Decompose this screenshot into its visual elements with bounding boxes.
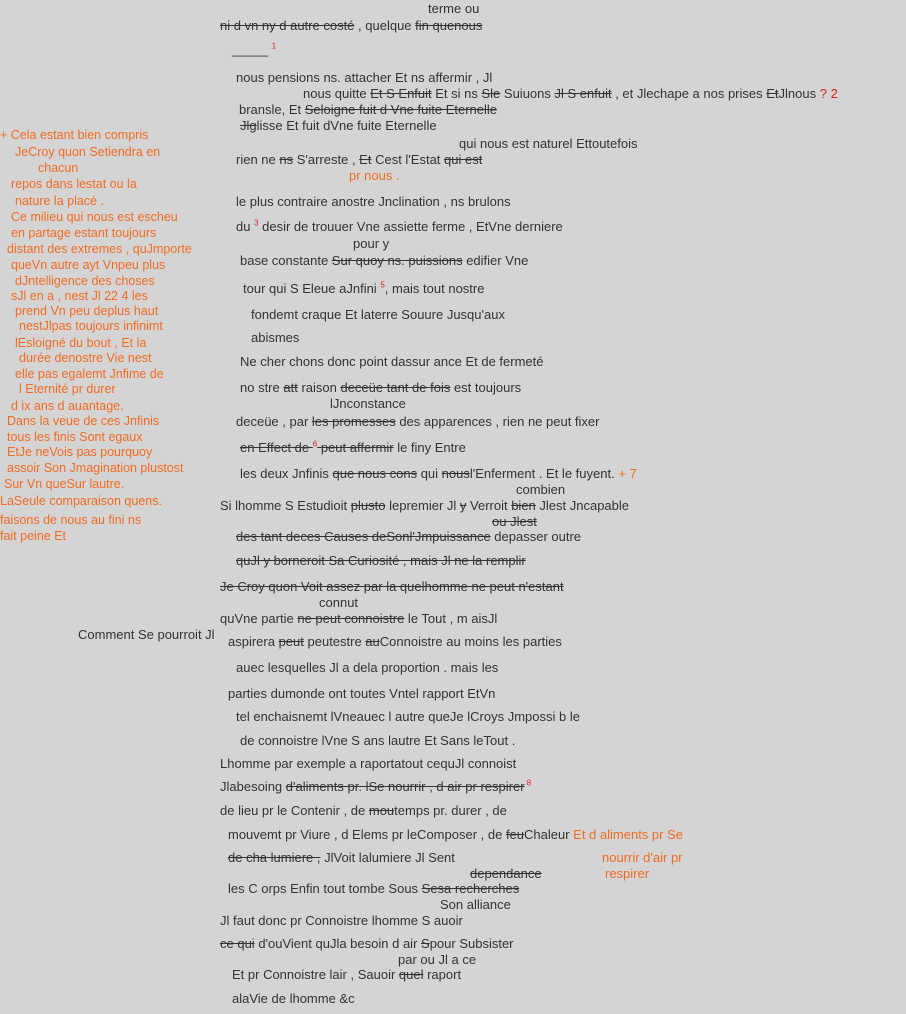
margin-line: tous les finis Sont egaux xyxy=(7,430,143,444)
footnote-ref: 1 xyxy=(271,41,277,51)
text-line: fondemt craque Et laterre Souure Jusqu'aux xyxy=(251,307,505,322)
text-line: ce qui d'ouVient quJla besoin d air Spour Subsister xyxy=(220,936,514,951)
margin-line: sJl en a , nest Jl 22 4 les xyxy=(11,289,148,303)
text-line: ou Jlest xyxy=(492,514,537,529)
text-line: qui nous est naturel Ettoutefois xyxy=(459,136,638,151)
text-line: pour y xyxy=(353,236,390,251)
margin-line: durée denostre Vie nest xyxy=(19,351,152,365)
margin-line: nestJlpas toujours infinimt xyxy=(19,319,163,333)
text-line: du $^3$ desir de trouuer Vne assiette ferme , EtVne derniere xyxy=(236,218,563,234)
text-line: dependance xyxy=(470,866,542,881)
text-line: Ne cher chons donc point dassur ance Et de fermeté xyxy=(240,354,544,369)
margin-line: dJntelligence des choses xyxy=(15,274,155,288)
margin-line: elle pas egalemt Jnfime de xyxy=(15,367,164,381)
text-line: le plus contraire anostre Jnclination , ns brulons xyxy=(236,194,511,209)
footnote-ref: 3 xyxy=(254,218,259,228)
text-line: nous pensions ns. attacher Et ns affermir , Jl xyxy=(236,70,493,85)
text-line: base constante Sur quoy ns. puissions edifier Vne xyxy=(240,253,529,268)
margin-line: Dans la veue de ces Jnfinis xyxy=(7,414,160,428)
text-line: nourrir d'air pr xyxy=(602,850,683,865)
text-line: abismes xyxy=(251,330,300,345)
margin-line: EtJe neVois pas pourquoy xyxy=(7,445,153,459)
margin-line: JeCroy quon Setiendra en xyxy=(15,145,161,159)
text-line: aspirera peut peutestre auConnoistre au moins les parties xyxy=(228,634,562,649)
margin-line: repos dans lestat ou la xyxy=(11,177,137,191)
text-line: combien xyxy=(516,482,566,497)
text-line: terme ou xyxy=(428,1,480,16)
text-line: tel enchaisnemt lVneauec l autre queJe lCroys Jmpossi b le xyxy=(236,709,580,724)
text-line: par ou Jl a ce xyxy=(398,952,477,967)
text-line: Jlabesoing d'aliments pr. lSe nourrir , d air pr respirer $^8$ xyxy=(220,778,532,794)
text-line: respirer xyxy=(605,866,650,881)
text-line: de lieu pr le Contenir , de moutemps pr. durer , de xyxy=(220,803,507,818)
text-line: Jlglisse Et fuit dVne fuite Eternelle xyxy=(240,118,437,133)
text-line: quJl y borneroit Sa Curiosité , mais Jl ne la remplir xyxy=(236,553,526,568)
text-line: Jl faut donc pr Connoistre lhomme S auoir xyxy=(220,913,463,928)
text-line: Si lhomme S Estudioit plusto lepremier Jl y Verroit bien Jlest Jncapable xyxy=(220,498,630,513)
text-line: mouvemt pr Viure , d Elems pr leComposer , de feuChaleur Et d aliments pr Se xyxy=(228,827,683,842)
margin-line: chacun xyxy=(38,161,79,175)
text-line: Son alliance xyxy=(440,897,511,912)
text-line: Et pr Connoistre lair , Sauoir quel raport xyxy=(232,967,462,982)
margin-line: d ix ans d auantage. xyxy=(11,399,124,413)
addition-mark: + 7 xyxy=(618,466,637,481)
text-line: nous quitte Et S Enfuit Et si ns Sle Suiuons Jl S enfuit , et Jlechape a nos prises EtJlnous ? 2 xyxy=(303,86,838,101)
text-line: les C orps Enfin tout tombe Sous Sesa recherches xyxy=(228,881,520,896)
margin-line: Ce milieu qui nous est escheu xyxy=(11,210,178,224)
text-line: ni d vn ny d autre costé , quelque fin quenous xyxy=(220,18,483,33)
text-line: connut xyxy=(319,595,359,610)
margin-comment: Comment Se pourroit Jl xyxy=(78,627,215,642)
text-line: parties dumonde ont toutes Vntel rapport EtVn xyxy=(228,686,496,701)
text-line: des tant deces Causes deSonl'Jmpuissance depasser outre xyxy=(236,529,582,544)
margin-line: en partage estant toujours xyxy=(11,226,157,240)
text-line: alaVie de lhomme &c xyxy=(232,991,355,1006)
margin-line: prend Vn peu deplus haut xyxy=(15,304,159,318)
margin-line: distant des extremes , quJmporte xyxy=(7,242,192,256)
text-line: tour qui S Eleue aJnfini $^5$, mais tout nostre xyxy=(243,280,485,296)
text-line: pr nous . xyxy=(349,168,400,183)
text-line: auec lesquelles Jl a dela proportion . mais les xyxy=(236,660,499,675)
text-line: quVne partie ne peut connoistre le Tout , m aisJl xyxy=(220,611,498,626)
text-line: rien ne ns S'arreste , Et Cest l'Estat qui est xyxy=(236,152,483,167)
margin-line: l Eternité pr durer xyxy=(19,382,116,396)
text-line: _____ $^1$ xyxy=(232,41,277,57)
footnote-ref: 6 xyxy=(312,439,318,449)
margin-line: faisons de nous au fini ns xyxy=(0,513,142,527)
footnote-ref: 5 xyxy=(380,280,385,290)
margin-line: + Cela estant bien compris xyxy=(0,128,149,142)
footnote-ref: 8 xyxy=(524,778,532,788)
margin-line: queVn autre ayt Vnpeu plus xyxy=(11,258,166,272)
margin-line: LaSeule comparaison quens. xyxy=(0,494,162,508)
text-line: en Effect de $^6$ peut affermir le finy Entre xyxy=(240,439,466,455)
margin-line: fait peine Et xyxy=(0,529,67,543)
footnote-ref: ? 2 xyxy=(819,86,838,101)
text-line: Lhomme par exemple a raportatout cequJl connoist xyxy=(220,756,517,771)
text-line: deceüe , par les promesses des apparences , rien ne peut fixer xyxy=(236,414,600,429)
margin-line: assoir Son Jmagination plustost xyxy=(7,461,184,475)
margin-line: nature la placé . xyxy=(15,194,104,208)
text-line: Je Croy quon Voit assez par la quelhomme ne peut n'estant xyxy=(220,579,564,594)
text-line: lJnconstance xyxy=(330,396,406,411)
margin-line: Sur Vn queSur lautre. xyxy=(4,477,125,491)
text-line: de cha lumiere , JlVoit lalumiere Jl Sent xyxy=(228,850,455,865)
text-line: bransle, Et Seloigne fuit d Vne fuite Eternelle xyxy=(239,102,498,117)
text-line: no stre att raison deceüe tant de fois est toujours xyxy=(240,380,522,395)
text-line: de connoistre lVne S ans lautre Et Sans leTout . xyxy=(240,733,516,748)
text-line: les deux Jnfinis que nous cons qui nousl'Enferment . Et le fuyent. + 7 xyxy=(240,466,637,481)
margin-line: lEsloigné du bout , Et la xyxy=(15,336,147,350)
